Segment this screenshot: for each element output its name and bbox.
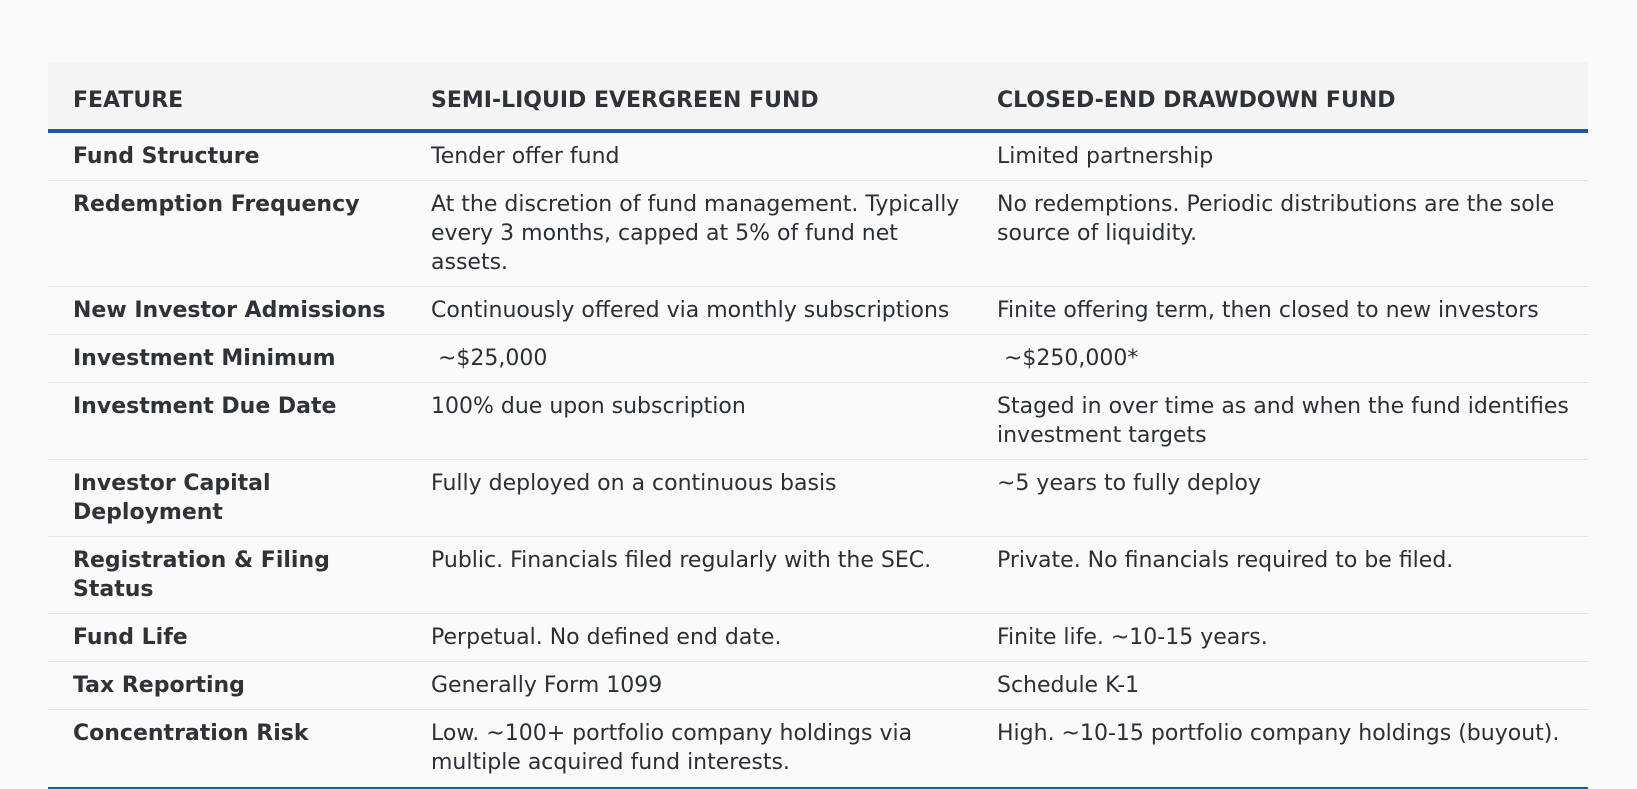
feature-cell: Concentration Risk (48, 710, 406, 789)
table-row (48, 335, 1588, 383)
drawdown-cell: Limited partnership (972, 131, 1588, 181)
evergreen-cell: Perpetual. No defined end date. (406, 614, 972, 662)
feature-cell: Investment Minimum (48, 335, 406, 383)
table-row (48, 537, 1588, 614)
table-header-row (48, 62, 1588, 131)
table-row (48, 181, 1588, 287)
feature-cell: Redemption Frequency (48, 181, 406, 287)
fund-comparison-table (48, 62, 1588, 789)
feature-cell: Fund Life (48, 614, 406, 662)
evergreen-cell: ~$25,000 (406, 335, 972, 383)
table-row (48, 662, 1588, 710)
feature-cell: New Investor Admissions (48, 287, 406, 335)
drawdown-cell: Schedule K-1 (972, 662, 1588, 710)
feature-cell: Tax Reporting (48, 662, 406, 710)
evergreen-cell: Tender offer fund (406, 131, 972, 181)
table-row (48, 460, 1588, 537)
feature-cell: Investment Due Date (48, 383, 406, 460)
evergreen-cell: 100% due upon subscription (406, 383, 972, 460)
drawdown-cell: Finite offering term, then closed to new investors (972, 287, 1588, 335)
header-semi-liquid-evergreen-fund: SEMI-LIQUID EVERGREEN FUND (406, 62, 972, 131)
drawdown-cell: Private. No financials required to be filed. (972, 537, 1588, 614)
table-row (48, 710, 1588, 789)
feature-cell: Investor Capital Deployment (48, 460, 406, 537)
evergreen-cell: At the discretion of fund management. Typically every 3 months, capped at 5% of fund net assets. (406, 181, 972, 287)
table-row (48, 287, 1588, 335)
feature-cell: Registration & Filing Status (48, 537, 406, 614)
drawdown-cell: High. ~10-15 portfolio company holdings (buyout). (972, 710, 1588, 789)
table-row (48, 131, 1588, 181)
evergreen-cell: Fully deployed on a continuous basis (406, 460, 972, 537)
drawdown-cell: Staged in over time as and when the fund identifies investment targets (972, 383, 1588, 460)
table-row (48, 614, 1588, 662)
evergreen-cell: Public. Financials filed regularly with the SEC. (406, 537, 972, 614)
drawdown-cell: ~$250,000* (972, 335, 1588, 383)
evergreen-cell: Generally Form 1099 (406, 662, 972, 710)
evergreen-cell: Low. ~100+ portfolio company holdings via multiple acquired fund interests. (406, 710, 972, 789)
header-closed-end-drawdown-fund: CLOSED-END DRAWDOWN FUND (972, 62, 1588, 131)
drawdown-cell: Finite life. ~10-15 years. (972, 614, 1588, 662)
drawdown-cell: ~5 years to fully deploy (972, 460, 1588, 537)
drawdown-cell: No redemptions. Periodic distributions are the sole source of liquidity. (972, 181, 1588, 287)
evergreen-cell: Continuously offered via monthly subscriptions (406, 287, 972, 335)
feature-cell: Fund Structure (48, 131, 406, 181)
header-feature: FEATURE (48, 62, 406, 131)
comparison-table-container (48, 62, 1588, 789)
table-row (48, 383, 1588, 460)
